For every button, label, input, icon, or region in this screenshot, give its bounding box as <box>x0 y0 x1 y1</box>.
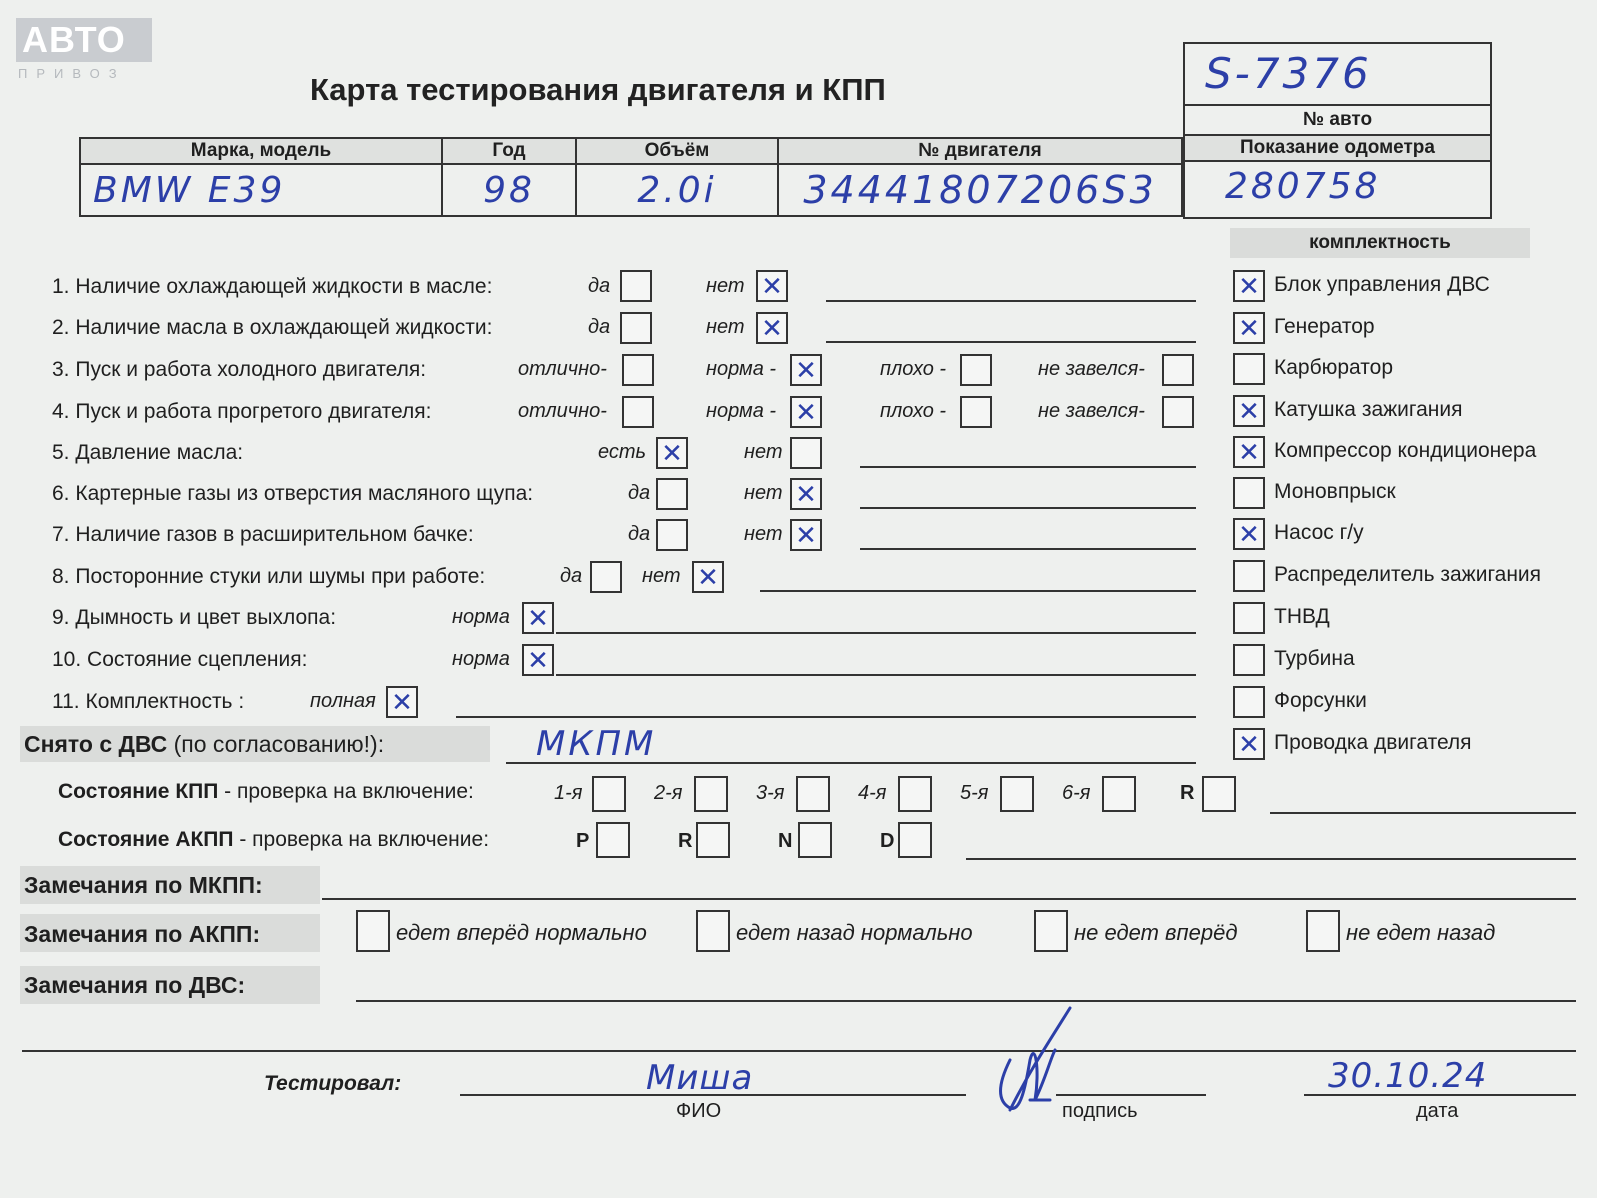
akpp-no-backward-label: не едет назад <box>1346 920 1496 945</box>
check-3-bad-box[interactable] <box>960 354 992 386</box>
completeness-title: комплектность <box>1230 228 1530 258</box>
check-5-exists-box[interactable] <box>656 437 688 469</box>
completeness-label-10: Турбина <box>1274 647 1355 670</box>
test-date-value[interactable]: 30.10.24 <box>1328 1056 1488 1096</box>
test-date-line <box>1304 1094 1576 1096</box>
completeness-label-11: Форсунки <box>1274 689 1367 712</box>
kpp-gear-r-label: R <box>1180 782 1195 804</box>
completeness-label-9: ТНВД <box>1274 605 1330 628</box>
kpp-gear-r-box[interactable] <box>1202 776 1236 812</box>
akpp-mode-n-box[interactable] <box>798 822 832 858</box>
check-6-label: 6. Картерные газы из отверстия масляного щупа: <box>52 482 534 505</box>
akpp-backward-normal-label: едет назад нормально <box>736 920 973 945</box>
tested-by-label: Тестировал: <box>264 1072 402 1095</box>
completeness-label-7: Насос г/у <box>1274 521 1364 544</box>
check-8-yes-box[interactable] <box>590 561 622 593</box>
check-10-line <box>556 674 1196 676</box>
col-header-year: Год <box>442 138 576 164</box>
akpp-line <box>966 858 1576 860</box>
check-9-line <box>556 632 1196 634</box>
check-4-label: 4. Пуск и работа прогретого двигателя: <box>52 400 432 423</box>
check-11-full-box[interactable] <box>386 686 418 718</box>
check-4-normal-box[interactable] <box>790 396 822 428</box>
completeness-label-5: Компрессор кондиционера <box>1274 439 1537 462</box>
check-4-bad-label: плохо - <box>880 400 947 422</box>
check-10-normal-label: норма <box>452 648 510 670</box>
completeness-label-4: Катушка зажигания <box>1274 398 1463 421</box>
check-10-normal-box[interactable] <box>522 644 554 676</box>
check-1-no-box[interactable] <box>756 270 788 302</box>
akpp-mode-d-label: D <box>880 830 895 852</box>
check-2-yes-label: да <box>588 316 611 338</box>
check-9-normal-label: норма <box>452 606 510 628</box>
completeness-box-3[interactable] <box>1233 353 1265 385</box>
akpp-no-backward-box[interactable] <box>1306 910 1340 952</box>
completeness-box-11[interactable] <box>1233 686 1265 718</box>
akpp-mode-p-box[interactable] <box>596 822 630 858</box>
check-3-normal-box[interactable] <box>790 354 822 386</box>
kpp-gear-3-label: 3-я <box>756 782 785 804</box>
check-4-normal-label: норма - <box>706 400 777 422</box>
auto-number-box <box>1183 42 1492 219</box>
akpp-label: Состояние АКПП - проверка на включение: <box>58 828 490 851</box>
check-7-line <box>860 548 1196 550</box>
completeness-box-8[interactable] <box>1233 560 1265 592</box>
tester-name-line <box>460 1094 966 1096</box>
year-value[interactable]: 98 <box>442 164 576 216</box>
odometer-value: 280758 <box>1225 166 1381 207</box>
completeness-box-1[interactable] <box>1233 270 1265 302</box>
kpp-label: Состояние КПП - проверка на включение: <box>58 780 474 803</box>
tester-name-value[interactable]: Миша <box>646 1058 754 1098</box>
kpp-gear-5-box[interactable] <box>1000 776 1034 812</box>
check-11-label: 11. Комплектность : <box>52 690 245 713</box>
akpp-forward-normal-box[interactable] <box>356 910 390 952</box>
check-8-label: 8. Посторонние стуки или шумы при работе: <box>52 565 486 588</box>
check-3-not-started-label: не завелся- <box>1038 358 1145 380</box>
kpp-gear-6-label: 6-я <box>1062 782 1091 804</box>
completeness-box-2[interactable] <box>1233 312 1265 344</box>
removed-line <box>506 762 1196 764</box>
check-5-no-label: нет <box>744 441 783 463</box>
check-8-no-label: нет <box>642 565 681 587</box>
completeness-box-9[interactable] <box>1233 602 1265 634</box>
akpp-forward-normal-label: едет вперёд нормально <box>396 920 647 945</box>
check-7-label: 7. Наличие газов в расширительном бачке: <box>52 523 474 546</box>
check-6-line <box>860 507 1196 509</box>
kpp-gear-4-label: 4-я <box>858 782 887 804</box>
removed-label: Снято с ДВС (по согласованию!): <box>24 731 385 757</box>
check-7-yes-label: да <box>628 523 651 545</box>
tester-name-caption: ФИО <box>676 1100 722 1122</box>
completeness-box-7[interactable] <box>1233 518 1265 550</box>
make-model-value[interactable]: BMW E39 <box>80 164 442 216</box>
check-2-line <box>826 341 1196 343</box>
check-2-yes-box[interactable] <box>620 312 652 344</box>
check-3-excellent-label: отлично- <box>518 358 607 380</box>
completeness-box-10[interactable] <box>1233 644 1265 676</box>
logo: АВТО <box>16 18 152 62</box>
akpp-no-forward-label: не едет вперёд <box>1074 920 1238 945</box>
kpp-gear-4-box[interactable] <box>898 776 932 812</box>
kpp-gear-2-label: 2-я <box>654 782 683 804</box>
check-6-yes-box[interactable] <box>656 478 688 510</box>
remarks-extra-line <box>22 1050 1576 1052</box>
check-6-no-label: нет <box>744 482 783 504</box>
akpp-mode-n-label: N <box>778 830 793 852</box>
test-date-caption: дата <box>1416 1100 1459 1122</box>
remarks-akpp-label: Замечания по АКПП: <box>24 921 261 947</box>
page-title: Карта тестирования двигателя и КПП <box>310 72 886 107</box>
check-5-label: 5. Давление масла: <box>52 441 244 464</box>
col-header-engine-number: № двигателя <box>778 138 1182 164</box>
check-11-line <box>456 716 1196 718</box>
remarks-dvs-label: Замечания по ДВС: <box>24 972 246 998</box>
check-3-bad-label: плохо - <box>880 358 947 380</box>
remarks-dvs-line <box>356 1000 1576 1002</box>
akpp-mode-r-box[interactable] <box>696 822 730 858</box>
removed-value[interactable]: МКПМ <box>536 724 657 764</box>
auto-number-value: S-7376 <box>1185 44 1490 106</box>
check-3-normal-label: норма - <box>706 358 777 380</box>
check-4-not-started-box[interactable] <box>1162 396 1194 428</box>
auto-number-label: № авто <box>1185 106 1490 136</box>
check-1-label: 1. Наличие охлаждающей жидкости в масле: <box>52 275 493 298</box>
check-9-normal-box[interactable] <box>522 602 554 634</box>
completeness-box-6[interactable] <box>1233 477 1265 509</box>
signature-caption: подпись <box>1062 1100 1138 1122</box>
signature-line <box>1056 1094 1206 1096</box>
col-header-make-model: Марка, модель <box>80 138 442 164</box>
logo-subtitle: ПРИВОЗ <box>18 66 126 81</box>
check-4-not-started-label: не завелся- <box>1038 400 1145 422</box>
check-2-no-label: нет <box>706 316 745 338</box>
check-3-not-started-box[interactable] <box>1162 354 1194 386</box>
check-4-excellent-box[interactable] <box>622 396 654 428</box>
completeness-label-6: Моновпрыск <box>1274 480 1396 503</box>
check-1-line <box>826 300 1196 302</box>
akpp-backward-normal-box[interactable] <box>696 910 730 952</box>
completeness-label-2: Генератор <box>1274 315 1375 338</box>
check-1-yes-label: да <box>588 275 611 297</box>
kpp-line <box>1270 812 1576 814</box>
check-5-no-box[interactable] <box>790 437 822 469</box>
completeness-label-12: Проводка двигателя <box>1274 731 1472 754</box>
check-7-no-box[interactable] <box>790 519 822 551</box>
check-8-yes-label: да <box>560 565 583 587</box>
kpp-gear-2-box[interactable] <box>694 776 728 812</box>
kpp-gear-6-box[interactable] <box>1102 776 1136 812</box>
completeness-box-4[interactable] <box>1233 395 1265 427</box>
check-10-label: 10. Состояние сцепления: <box>52 648 308 671</box>
completeness-box-12[interactable] <box>1233 728 1265 760</box>
check-6-yes-label: да <box>628 482 651 504</box>
volume-value[interactable]: 2.0i <box>576 164 778 216</box>
check-5-exists-label: есть <box>598 441 647 463</box>
check-1-no-label: нет <box>706 275 745 297</box>
akpp-mode-d-box[interactable] <box>898 822 932 858</box>
check-3-excellent-box[interactable] <box>622 354 654 386</box>
kpp-gear-3-box[interactable] <box>796 776 830 812</box>
check-9-label: 9. Дымность и цвет выхлопа: <box>52 606 337 629</box>
check-11-full-label: полная <box>310 690 376 712</box>
check-4-bad-box[interactable] <box>960 396 992 428</box>
check-8-no-box[interactable] <box>692 561 724 593</box>
check-2-no-box[interactable] <box>756 312 788 344</box>
check-8-line <box>760 590 1196 592</box>
check-7-no-label: нет <box>744 523 783 545</box>
akpp-mode-r-label: R <box>678 830 693 852</box>
completeness-label-3: Карбюратор <box>1274 356 1394 379</box>
completeness-label-1: Блок управления ДВС <box>1274 273 1490 296</box>
kpp-gear-1-label: 1-я <box>554 782 583 804</box>
check-5-line <box>860 466 1196 468</box>
check-6-no-box[interactable] <box>790 478 822 510</box>
completeness-box-5[interactable] <box>1233 436 1265 468</box>
check-7-yes-box[interactable] <box>656 519 688 551</box>
engine-number-value[interactable]: 34441807206S3 <box>778 164 1182 216</box>
vehicle-info-table <box>79 137 1183 217</box>
check-1-yes-box[interactable] <box>620 270 652 302</box>
odometer-label: Показание одометра <box>1185 136 1490 162</box>
col-header-volume: Объём <box>576 138 778 164</box>
check-3-label: 3. Пуск и работа холодного двигателя: <box>52 358 427 381</box>
remarks-mkpp-line <box>322 898 1576 900</box>
completeness-label-8: Распределитель зажигания <box>1274 563 1542 586</box>
remarks-mkpp-label: Замечания по МКПП: <box>24 872 263 898</box>
akpp-mode-p-label: P <box>576 830 590 852</box>
akpp-no-forward-box[interactable] <box>1034 910 1068 952</box>
kpp-gear-5-label: 5-я <box>960 782 989 804</box>
check-2-label: 2. Наличие масла в охлаждающей жидкости: <box>52 316 493 339</box>
check-4-excellent-label: отлично- <box>518 400 607 422</box>
kpp-gear-1-box[interactable] <box>592 776 626 812</box>
